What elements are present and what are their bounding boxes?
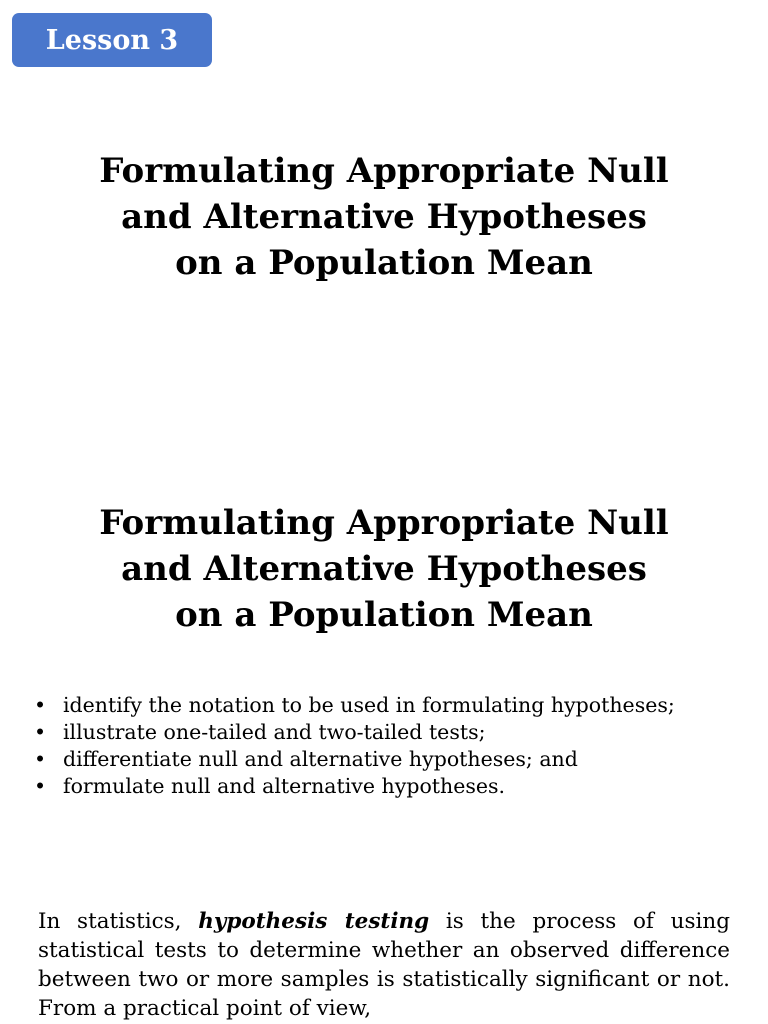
objectives-list — [34, 692, 734, 800]
bullet-icon: • — [34, 693, 47, 717]
objective-item — [34, 692, 734, 719]
bullet-icon: • — [34, 747, 47, 771]
intro-text-before: In statistics, — [38, 909, 199, 934]
lesson-title-line: and Alternative Hypotheses — [121, 197, 647, 237]
objective-item — [34, 773, 734, 800]
bullet-icon: • — [34, 774, 47, 798]
section-title-line: on a Population Mean — [175, 595, 593, 635]
objective-text: differentiate null and alternative hypotheses; and — [63, 747, 578, 771]
objective-text: illustrate one-tailed and two-tailed tests; — [63, 720, 486, 744]
key-term: hypothesis testing — [198, 909, 430, 934]
objective-item — [34, 746, 734, 773]
lesson-badge-label: Lesson 3 — [45, 24, 179, 56]
lesson-title-line: Formulating Appropriate Null — [99, 151, 669, 191]
objective-text: formulate null and alternative hypotheses. — [63, 774, 506, 798]
section-title-line: and Alternative Hypotheses — [121, 549, 647, 589]
lesson-title-line: on a Population Mean — [175, 243, 593, 283]
bullet-icon: • — [34, 720, 47, 744]
intro-text-after: is the process of using statistical tests to determine whether an observed difference between two or more samples is statistically significant or not. From a practical point of view, — [38, 909, 730, 1021]
lesson-title — [0, 148, 768, 286]
intro-paragraph — [38, 907, 730, 1023]
lesson-badge — [12, 13, 212, 67]
objective-text: identify the notation to be used in formulating hypotheses; — [63, 693, 675, 717]
objective-item — [34, 719, 734, 746]
section-title-line: Formulating Appropriate Null — [99, 503, 669, 543]
section-title — [0, 500, 768, 638]
